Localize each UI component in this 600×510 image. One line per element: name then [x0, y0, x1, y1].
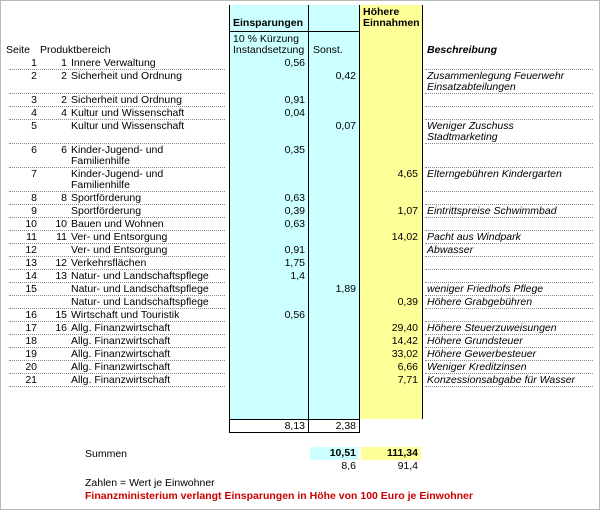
header-sonst: Sonst. [313, 44, 343, 56]
row-kuerzung: 0,35 [284, 144, 305, 156]
row-seite: 13 [25, 257, 37, 269]
footer-note: Zahlen = Wert je Einwohner [85, 477, 215, 489]
row-produkt-nr: 16 [55, 322, 67, 334]
row-seite: 19 [25, 348, 37, 360]
row-beschreibung: Weniger Kreditzinsen [427, 361, 527, 373]
row-divider-right [425, 191, 593, 193]
row-beschreibung: Höhere Gewerbesteuer [427, 348, 537, 360]
header-instandsetzung: Instandsetzung [233, 44, 305, 56]
row-kuerzung: 0,56 [284, 309, 305, 321]
row-beschreibung: Weniger Zuschuss [427, 120, 514, 132]
row-divider-right [425, 106, 593, 108]
row-produktbereich: Wirtschaft und Touristik [71, 309, 180, 321]
row-seite: 18 [25, 335, 37, 347]
row-einnahmen: 0,39 [397, 296, 418, 308]
row-divider-right [425, 256, 593, 258]
row-produkt-nr: 4 [61, 107, 67, 119]
row-sonst: 1,89 [335, 283, 356, 295]
row-produkt-nr: 1 [61, 57, 67, 69]
row-kuerzung: 0,63 [284, 192, 305, 204]
row-produkt-nr: 10 [55, 218, 67, 230]
row-produktbereich: Allg. Finanzwirtschaft [71, 361, 171, 373]
row-seite: 3 [31, 94, 37, 106]
summen-einsparungen: 10,51 [329, 447, 356, 459]
row-produktbereich: Natur- und Landschaftspflege [71, 283, 209, 295]
row-produktbereich: Ver- und Entsorgung [71, 244, 168, 256]
row-beschreibung: Einsatzabteilungen [427, 81, 516, 93]
summen-einsparungen-sub: 8,6 [341, 460, 356, 472]
row-produkt-nr: 11 [56, 231, 67, 243]
row-beschreibung: Stadtmarketing [427, 131, 498, 143]
row-produktbereich: Bauen und Wohnen [71, 218, 164, 230]
header-hoehere: Höhere [363, 6, 400, 18]
row-einnahmen: 4,65 [397, 168, 418, 180]
row-sonst: 0,07 [335, 120, 356, 132]
row-kuerzung: 0,91 [284, 94, 305, 106]
row-beschreibung: Höhere Grundsteuer [427, 335, 523, 347]
row-seite: 14 [25, 270, 37, 282]
row-produktbereich: Innere Verwaltung [71, 57, 156, 69]
header-einsparungen: Einsparungen [233, 17, 304, 29]
row-divider-right [425, 93, 593, 95]
row-produktbereich: Sportförderung [71, 192, 142, 204]
row-produkt-nr: 15 [55, 309, 67, 321]
row-einnahmen: 7,71 [397, 374, 418, 386]
row-produktbereich: Kinder-Jugend- und [71, 168, 164, 180]
row-beschreibung: Pacht aus Windpark [427, 231, 521, 243]
row-divider-right [425, 386, 593, 388]
row-divider-right [425, 143, 593, 145]
row-beschreibung: Elterngebühren Kindergarten [427, 168, 562, 180]
row-produktbereich: Kultur und Wissenschaft [71, 120, 185, 132]
row-beschreibung: Höhere Steuerzuweisungen [427, 322, 557, 334]
row-einnahmen: 1,07 [397, 205, 418, 217]
row-kuerzung: 0,56 [284, 57, 305, 69]
row-kuerzung: 1,4 [290, 270, 305, 282]
summen-einnahmen-sub: 91,4 [397, 460, 418, 472]
row-seite: 17 [25, 322, 37, 334]
row-seite: 7 [31, 168, 37, 180]
row-seite: 11 [26, 231, 37, 243]
header-kuerzung: 10 % Kürzung [233, 33, 299, 45]
row-einnahmen: 33,02 [391, 348, 418, 360]
row-produktbereich: Ver- und Entsorgung [71, 231, 168, 243]
row-beschreibung: Höhere Grabgebühren [427, 296, 533, 308]
row-seite: 16 [25, 309, 37, 321]
row-produktbereich: Kultur und Wissenschaft [71, 107, 185, 119]
row-sonst: 0,42 [335, 70, 356, 82]
row-einnahmen: 6,66 [397, 361, 418, 373]
row-divider-right [425, 269, 593, 271]
row-produktbereich: Familienhilfe [71, 179, 130, 191]
row-seite: 21 [25, 374, 37, 386]
row-produktbereich: Allg. Finanzwirtschaft [71, 374, 171, 386]
total-kuerzung: 8,13 [284, 420, 305, 432]
row-produktbereich: Kinder-Jugend- und [71, 144, 164, 156]
row-produkt-nr: 2 [61, 70, 67, 82]
row-produkt-nr: 8 [61, 192, 67, 204]
row-produktbereich: Sicherheit und Ordnung [71, 94, 182, 106]
row-produkt-nr: 6 [61, 144, 67, 156]
row-produkt-nr: 2 [61, 94, 67, 106]
row-beschreibung: Zusammenlegung Feuerwehr [427, 70, 565, 82]
row-divider [9, 386, 225, 388]
row-produktbereich: Familienhilfe [71, 155, 130, 167]
row-produkt-nr: 13 [55, 270, 67, 282]
row-divider-right [425, 308, 593, 310]
row-beschreibung: Abwasser [427, 244, 474, 256]
row-einnahmen: 14,02 [391, 231, 418, 243]
summen-label: Summen [85, 448, 128, 460]
row-seite: 20 [25, 361, 37, 373]
row-seite: 5 [31, 120, 37, 132]
row-seite: 6 [31, 144, 37, 156]
row-einnahmen: 29,40 [391, 322, 418, 334]
total-sonst: 2,38 [335, 420, 356, 432]
row-kuerzung: 0,91 [284, 244, 305, 256]
row-produktbereich: Allg. Finanzwirtschaft [71, 335, 171, 347]
row-kuerzung: 0,04 [284, 107, 305, 119]
footer-warning: Finanzministerium verlangt Einsparungen in Höhe von 100 Euro je Einwohner [85, 490, 473, 502]
row-seite: 1 [31, 57, 37, 69]
header-einnahmen: Einnahmen [363, 17, 420, 29]
row-seite: 2 [31, 70, 37, 82]
row-divider-right [425, 217, 593, 219]
row-produktbereich: Allg. Finanzwirtschaft [71, 348, 171, 360]
row-kuerzung: 0,39 [284, 205, 305, 217]
header-seite: Seite [6, 44, 30, 56]
row-produktbereich: Natur- und Landschaftspflege [71, 296, 209, 308]
row-produktbereich: Natur- und Landschaftspflege [71, 270, 209, 282]
row-seite: 15 [25, 283, 37, 295]
row-beschreibung: weniger Friedhofs Pflege [427, 283, 544, 295]
row-kuerzung: 1,75 [284, 257, 305, 269]
header-produktbereich: Produktbereich [40, 44, 111, 56]
row-beschreibung: Eintrittspreise Schwimmbad [427, 205, 557, 217]
row-seite: 4 [31, 107, 37, 119]
summen-einnahmen: 111,34 [387, 447, 418, 459]
row-produktbereich: Allg. Finanzwirtschaft [71, 322, 171, 334]
row-seite: 12 [25, 244, 37, 256]
row-seite: 8 [31, 192, 37, 204]
header-beschreibung: Beschreibung [427, 44, 498, 56]
row-seite: 9 [31, 205, 37, 217]
row-einnahmen: 14,42 [391, 335, 418, 347]
row-produkt-nr: 12 [55, 257, 67, 269]
row-produktbereich: Sicherheit und Ordnung [71, 70, 182, 82]
row-beschreibung: Konzessionsabgabe für Wasser [427, 374, 576, 386]
row-produktbereich: Verkehrsflächen [71, 257, 147, 269]
row-kuerzung: 0,63 [284, 218, 305, 230]
row-produktbereich: Sportförderung [71, 205, 142, 217]
row-seite: 10 [25, 218, 37, 230]
